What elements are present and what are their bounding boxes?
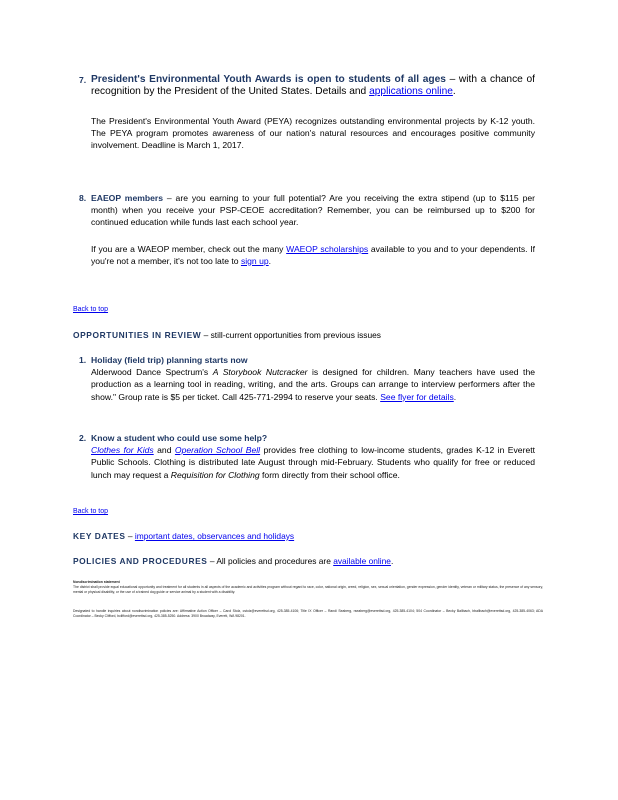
- requisition-title: Requisition for Clothing: [170, 469, 260, 480]
- policies-heading: POLICIES AND PROCEDURES – All policies and procedures are available online.: [73, 556, 394, 566]
- item-lead: – are you earning to your full potential? Are you receiving the extra stipend (up to $115 per month) when you receive your PSP-CEOE accreditation? Remember, you can be reimbursed up to $200 for continued education while funds last each school year.: [91, 193, 535, 228]
- item-number: 1.: [79, 355, 87, 365]
- operation-school-bell-link[interactable]: Operation School Bell: [174, 445, 261, 456]
- item-number: 8.: [79, 193, 87, 203]
- sign-up-link[interactable]: sign up: [240, 255, 269, 266]
- back-to-top-link[interactable]: Back to top: [73, 306, 109, 313]
- clothes-for-kids-link[interactable]: Clothes for Kids: [91, 445, 154, 456]
- fine-print-contacts: Designated to handle inquiries about nondiscrimination policies are: Affirmative Action Officer – Carol Stolz, cstolz@everettsd.org, 425-385-4106; Title IX Officer – Randi Seaberg, rseaberg@everettsd.org, 425-385-4104; 504 Coordinator – Becky Ballbach, bballbach@everettsd.org, 425-385-4063; ADA Coordinator – Becky Clifford, bclifford@everettsd.org, 425-385-5250. Address: 3900 Broadway, Everett, WA 98201.: [73, 609, 543, 618]
- flyer-link[interactable]: See flyer for details: [380, 391, 454, 402]
- key-dates-link[interactable]: important dates, observances and holidays: [134, 531, 295, 541]
- section-title: POLICIES AND PROCEDURES: [73, 556, 208, 566]
- section-title: KEY DATES: [73, 531, 126, 541]
- policies-online-link[interactable]: available online: [333, 556, 391, 566]
- item-number: 2.: [79, 433, 87, 443]
- applications-online-link[interactable]: applications online: [369, 86, 453, 98]
- item-number: 7.: [79, 75, 87, 85]
- nutcracker-title: A Storybook Nutcracker: [212, 367, 308, 378]
- item-lead: – with a chance of recognition by the President of the United States. Details and: [91, 74, 535, 98]
- item-holiday: 1. Holiday (field trip) planning starts now Alderwood Dance Spectrum's A Storybook Nutcracker is designed for children. Many teachers have used the production as a learning tool in reading, writing, and the arts. Groups can arrange to interview performers after the show." Group rate is $5 per ticket. Call 425-771-2994 to reserve your seats. See flyer for details.: [79, 355, 536, 402]
- item-eaeop: [79, 192, 536, 267]
- section-title: OPPORTUNITIES IN REVIEW: [73, 330, 202, 340]
- item-help: 2. Know a student who could use some help? Clothes for Kids and Operation School Bell provides free clothing to low-income students, grades K-12 in Everett Public Schools. Clothing is distributed late August through mid-February. Students who qualify for free or reduced lunch may request a Requisition for Clothing form directly from their school office.: [79, 433, 536, 480]
- item-title: EAEOP members: [91, 193, 164, 203]
- key-dates-heading: KEY DATES – important dates, observances and holidays: [73, 531, 295, 541]
- fine-print-heading: Nondiscrimination statement: [73, 580, 120, 584]
- item-paragraph: If you are a WAEOP member, check out the many WAEOP scholarships available to you and to your dependents. If you're not a member, it's not too late to sign up.: [91, 243, 536, 266]
- waeop-scholarships-link[interactable]: WAEOP scholarships: [286, 243, 369, 254]
- section-subtitle: – still-current opportunities from previous issues: [203, 330, 381, 340]
- item-title: Know a student who could use some help?: [91, 433, 268, 443]
- nondiscrimination-statement: [73, 580, 543, 619]
- item-title: President's Environmental Youth Awards is open to students of all ages: [91, 74, 446, 85]
- item-paragraph: The President's Environmental Youth Award (PEYA) recognizes outstanding environmental projects by K-12 youth. The PEYA program promotes awareness of our nation's natural resources and encourages positive community involvement. Deadline is March 1, 2017.: [91, 115, 535, 151]
- back-to-top-link[interactable]: Back to top: [73, 508, 109, 515]
- item-title: Holiday (field trip) planning starts now: [91, 355, 248, 365]
- opportunities-heading: [73, 330, 543, 340]
- fine-print-paragraph: The district shall provide equal educational opportunity and treatment for all students in all aspects of the academic and activities program without regard to race, color, national origin, creed, religion, sex, sexual orientation, gender expression, gender identity, veteran or military status, the presence of any sensory, mental or physical disability, or the use of a trained dog guide or service animal by a student with a disability.: [73, 585, 543, 594]
- item-peya: 7. President's Environmental Youth Awards is open to students of all ages – with a chance of recognition by the President of the United States. Details and applications online. The President's Environmental Youth Award (PEYA) recognizes outstanding environmental projects by K-12 youth. The PEYA program promotes awareness of our nation's natural resources and encourages positive community involvement. Deadline is March 1, 2017.: [79, 74, 535, 151]
